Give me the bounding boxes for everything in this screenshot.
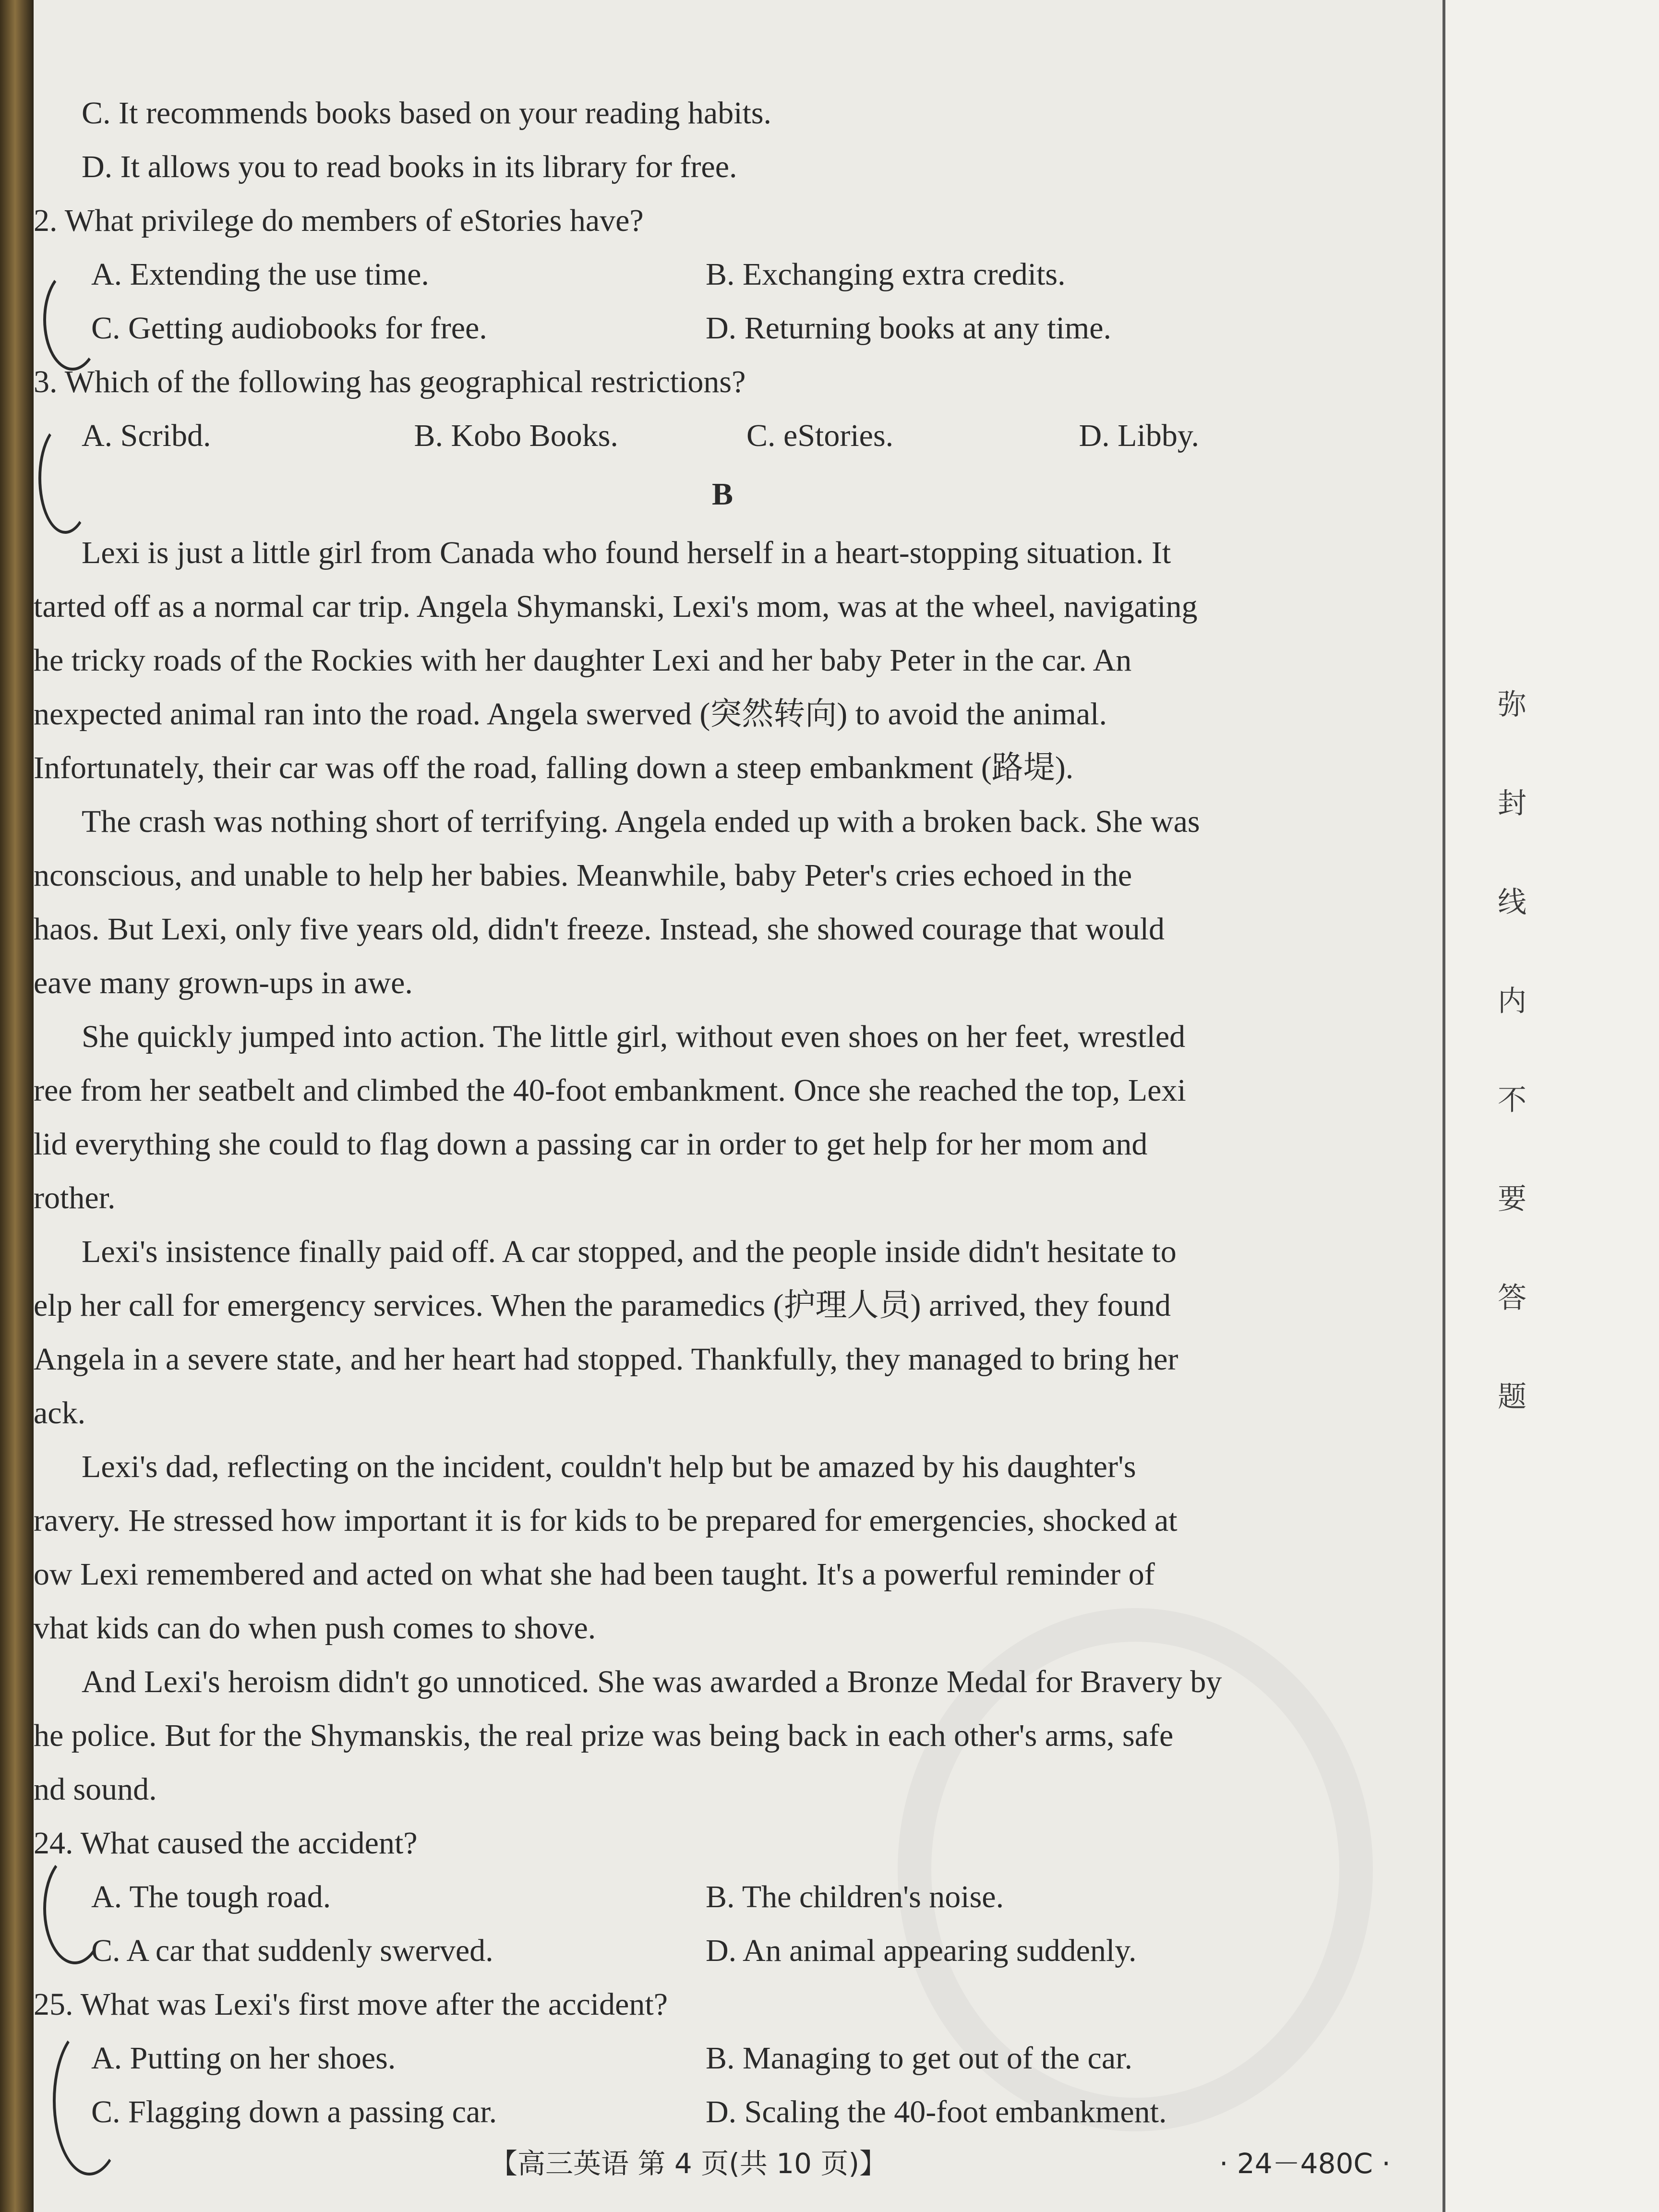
passage-paragraph-6 [34, 1655, 1411, 1816]
footer-page-label: 【高三英语 第 4 页(共 10 页)】 [490, 2147, 888, 2180]
text-line: ravery. He stressed how important it is for kids to be prepared for emergencies, shocked at [34, 1503, 1178, 1538]
q22-options-row2 [34, 301, 1411, 355]
pen-bracket-mark [53, 2026, 126, 2176]
text-line: haos. But Lexi, only five years old, didn't freeze. Instead, she showed courage that would [34, 912, 1165, 947]
text-line: rother. [34, 1180, 116, 1215]
text-line: She quickly jumped into action. The little girl, without even shoes on her feet, wrestled [82, 1019, 1186, 1054]
binding-char: 封 [1498, 787, 1527, 820]
passage-paragraph-4 [34, 1225, 1411, 1440]
binding-char: 题 [1498, 1380, 1527, 1414]
q25-stem: 25. What was Lexi's first move after the accident? [34, 1987, 668, 2022]
q24-option-c: C. A car that suddenly swerved. [91, 1933, 493, 1968]
text-line: And Lexi's heroism didn't go unnoticed. She was awarded a Bronze Medal for Bravery by [82, 1664, 1222, 1699]
text-line: The crash was nothing short of terrifying. Angela ended up with a broken back. She was [82, 804, 1200, 839]
q22-options-row1 [34, 248, 1411, 301]
q23-options [34, 409, 1411, 463]
page-edge-shadow [0, 0, 34, 2212]
q25-options-row1 [34, 2032, 1411, 2085]
binding-char: 线 [1498, 886, 1527, 919]
q24-option-b: B. The children's noise. [706, 1879, 1004, 1914]
q22-option-a: A. Extending the use time. [91, 257, 429, 292]
text-line: he police. But for the Shymanskis, the real prize was being back in each other's arms, safe [34, 1718, 1174, 1753]
page-content [34, 86, 1411, 2139]
text-line: elp her call for emergency services. When the paramedics (护理人员) arrived, they found [34, 1288, 1171, 1323]
text-line: nexpected animal ran into the road. Angela swerved (突然转向) to avoid the animal. [34, 697, 1107, 732]
q23-option-d: D. Libby. [1079, 418, 1200, 453]
q21-option-c: C. It recommends books based on your reading habits. [82, 96, 772, 131]
text-line: Lexi's insistence finally paid off. A car stopped, and the people inside didn't hesitate to [82, 1234, 1177, 1269]
q22-option-c: C. Getting audiobooks for free. [91, 311, 487, 346]
passage-paragraph-1 [34, 526, 1411, 795]
text-line: eave many grown-ups in awe. [34, 965, 413, 1000]
q24-option-d: D. An animal appearing suddenly. [706, 1933, 1137, 1968]
section-title: B [711, 477, 733, 512]
text-line: he tricky roads of the Rockies with her daughter Lexi and her baby Peter in the car. An [34, 643, 1132, 678]
binding-char: 内 [1498, 985, 1527, 1018]
text-line: nd sound. [34, 1772, 157, 1807]
q25-option-c: C. Flagging down a passing car. [91, 2094, 497, 2129]
binding-char: 弥 [1498, 688, 1527, 721]
binding-char: 不 [1498, 1083, 1527, 1117]
text-line: vhat kids can do when push comes to shove. [34, 1611, 596, 1646]
q22-stem: 2. What privilege do members of eStories have? [34, 203, 644, 238]
q24-options-row1 [34, 1870, 1411, 1924]
passage-paragraph-5 [34, 1440, 1411, 1655]
q21-option-d: D. It allows you to read books in its library for free. [82, 149, 737, 184]
q24-option-a: A. The tough road. [91, 1879, 331, 1914]
text-line: ree from her seatbelt and climbed the 40-foot embankment. Once she reached the top, Lexi [34, 1073, 1186, 1108]
footer-code: · 24－480C · [1219, 2147, 1391, 2180]
pen-bracket-mark [38, 422, 92, 534]
text-line: Infortunately, their car was off the road, falling down a steep embankment (路堤). [34, 750, 1074, 785]
q23-stem: 3. Which of the following has geographical restrictions? [34, 364, 746, 399]
q25-options-row2 [34, 2085, 1411, 2139]
q24-options-row2 [34, 1924, 1411, 1978]
q23-option-b: B. Kobo Books. [414, 418, 618, 453]
q22-option-d: D. Returning books at any time. [706, 311, 1112, 346]
text-line: lid everything she could to flag down a passing car in order to get help for her mom and [34, 1127, 1148, 1162]
text-line: nconscious, and unable to help her babies. Meanwhile, baby Peter's cries echoed in the [34, 858, 1132, 893]
passage-paragraph-3 [34, 1010, 1411, 1225]
text-line: Angela in a severe state, and her heart had stopped. Thankfully, they managed to bring her [34, 1342, 1178, 1377]
pen-bracket-mark [43, 269, 102, 371]
text-line: ow Lexi remembered and acted on what she had been taught. It's a powerful reminder of [34, 1557, 1155, 1592]
q25-option-d: D. Scaling the 40-foot embankment. [706, 2094, 1167, 2129]
q23-option-c: C. eStories. [746, 418, 894, 453]
binding-char: 答 [1498, 1281, 1527, 1315]
text-line: ack. [34, 1395, 86, 1431]
q25-option-a: A. Putting on her shoes. [91, 2041, 396, 2076]
q23-option-a: A. Scribd. [82, 418, 211, 453]
text-line: tarted off as a normal car trip. Angela Shymanski, Lexi's mom, was at the wheel, navigating [34, 589, 1198, 624]
q22-option-b: B. Exchanging extra credits. [706, 257, 1066, 292]
binding-char: 要 [1498, 1182, 1527, 1216]
binding-notice [1483, 682, 1541, 1415]
text-line: Lexi is just a little girl from Canada who found herself in a heart-stopping situation. It [82, 535, 1171, 570]
exam-page [34, 0, 1659, 2212]
pen-bracket-mark [43, 1853, 107, 1964]
text-line: Lexi's dad, reflecting on the incident, couldn't help but be amazed by his daughter's [82, 1449, 1136, 1484]
binding-margin [1445, 0, 1659, 2212]
passage-paragraph-2 [34, 795, 1411, 1010]
q24-stem: 24. What caused the accident? [34, 1826, 418, 1861]
q25-option-b: B. Managing to get out of the car. [706, 2041, 1132, 2076]
